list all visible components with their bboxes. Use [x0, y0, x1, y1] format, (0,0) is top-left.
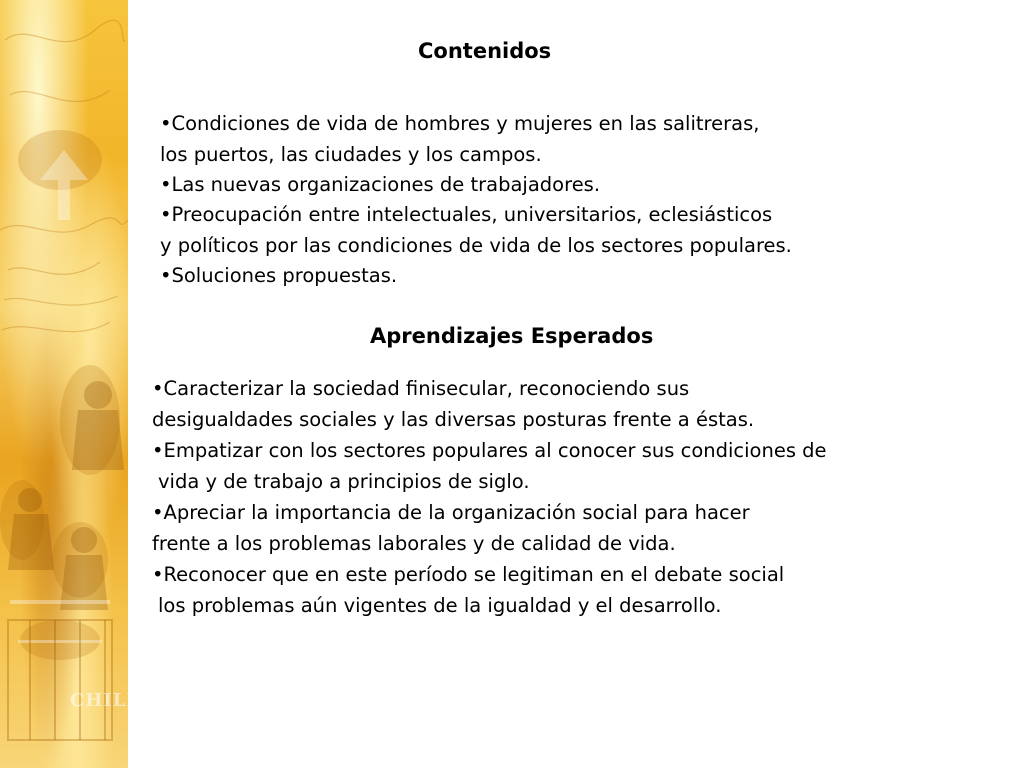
- collage-artwork: [0, 0, 128, 768]
- decorative-collage-strip: [0, 0, 142, 768]
- aprendizajes-line: vida y de trabajo a principios de siglo.: [158, 470, 530, 493]
- contenidos-line: y políticos por las condiciones de vida de los sectores populares.: [160, 234, 792, 257]
- contenidos-heading: Contenidos: [418, 39, 552, 63]
- contenidos-line: los puertos, las ciudades y los campos.: [160, 143, 542, 166]
- aprendizajes-line: los problemas aún vigentes de la igualdad y el desarrollo.: [158, 594, 722, 617]
- contenidos-line: •Condiciones de vida de hombres y mujeres en las salitreras,: [160, 112, 760, 135]
- aprendizajes-line: •Apreciar la importancia de la organización social para hacer: [152, 501, 750, 524]
- contenidos-line: •Preocupación entre intelectuales, universitarios, eclesiásticos: [160, 203, 773, 226]
- aprendizajes-line: •Reconocer que en este período se legitiman en el debate social: [152, 563, 785, 586]
- aprendizajes-line: •Caracterizar la sociedad finisecular, reconociendo sus: [152, 377, 690, 400]
- contenidos-line: •Las nuevas organizaciones de trabajadores.: [160, 173, 601, 196]
- aprendizajes-line: frente a los problemas laborales y de calidad de vida.: [152, 532, 676, 555]
- strip-label-chile: CHILE: [70, 690, 142, 711]
- contenidos-line: •Soluciones propuestas.: [160, 264, 398, 287]
- aprendizajes-line: desigualdades sociales y las diversas posturas frente a éstas.: [152, 408, 755, 431]
- aprendizajes-heading: Aprendizajes Esperados: [370, 324, 654, 348]
- aprendizajes-line: •Empatizar con los sectores populares al conocer sus condiciones de: [152, 439, 827, 462]
